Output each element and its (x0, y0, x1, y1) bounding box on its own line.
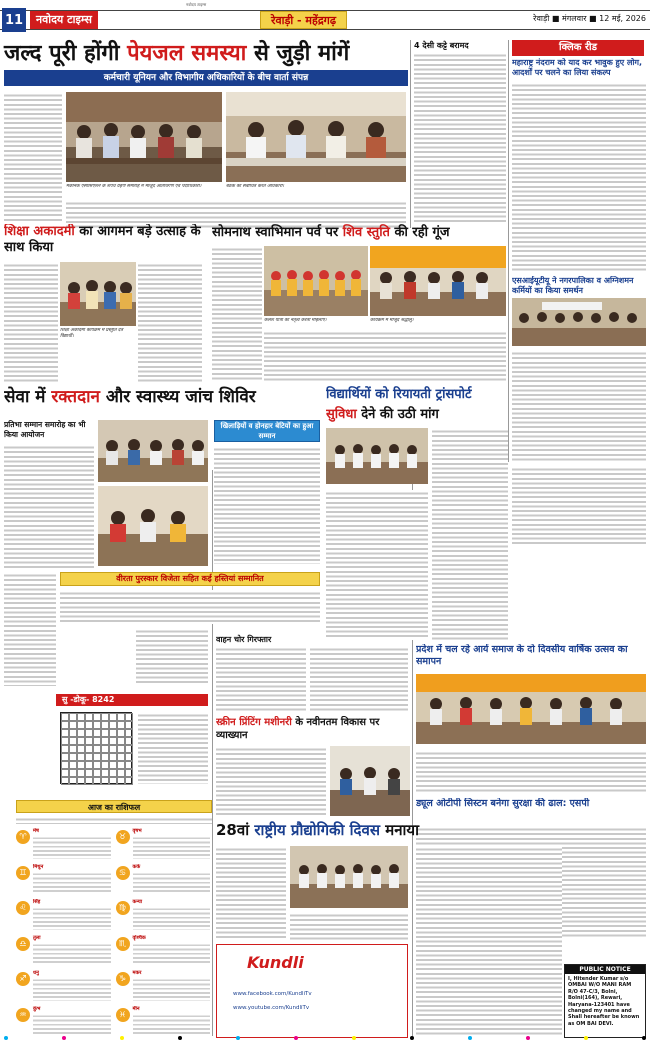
sudoku-cell (117, 745, 125, 753)
sudoku-instructions (138, 712, 208, 784)
sudoku-cell (69, 761, 77, 769)
rashi-item (116, 899, 213, 932)
sudoku-cell (61, 721, 69, 729)
sudoku-cell (93, 729, 101, 737)
column-rule (212, 470, 213, 1036)
rashi-name: वृषभ (132, 828, 142, 834)
sudoku-cell (69, 713, 77, 721)
sudoku-cell (77, 769, 85, 777)
notice-body: I, Hitender Kumar s/o OMBAI W/O MANI RAM R/O 47-C/3, Bolni, Bolni(164), Rewari, Haryana-123401 have changed my name and Shall hereafter be known as OM BAI DEVI. (568, 976, 640, 1027)
kicker-label: क्लिक रीड (512, 40, 644, 56)
masthead-small-text: नवोदय टाइम्स (186, 2, 207, 7)
sudoku-cell (77, 777, 85, 785)
zodiac-icon: ♐ (16, 972, 30, 986)
ad-facebook-link: www.facebook.com/KundliTv (233, 991, 312, 997)
zodiac-icon: ♒ (16, 1008, 30, 1022)
sudoku-cell (69, 745, 77, 753)
sudoku-cell (101, 761, 109, 769)
sudoku-cell (93, 769, 101, 777)
article-text (216, 846, 286, 940)
sudoku-cell (85, 761, 93, 769)
rashifal-title: आज का राशिफल (16, 800, 212, 813)
rashi-text (33, 1013, 111, 1037)
rashifal-intro (16, 816, 212, 824)
registration-marks (0, 1036, 650, 1042)
tech-day-photo (290, 846, 408, 908)
sudoku-cell (109, 753, 117, 761)
sudoku-cell (125, 721, 133, 729)
blood-donation-photo (98, 420, 208, 482)
story-headline: महाराष्ट्र नंदराम को याद कर भावुक हुए लोग, आदर्शों पर चलने का लिया संकल्प (512, 58, 643, 77)
rashi-text (33, 906, 111, 930)
sudoku-cell (101, 721, 109, 729)
photo-caption: कलश यात्रा का नेतृत्व करती महिलाएं। (264, 318, 327, 323)
protest-photo (512, 298, 646, 346)
article-text (290, 912, 408, 940)
story-headline: एसआईयूटीयू ने नगरपालिका व अग्निशमन कर्मियों का किया समर्थन (512, 276, 634, 295)
story-headline: 28वां राष्ट्रीय प्रौद्योगिकी दिवस मनाया (216, 821, 419, 839)
sudoku-cell (117, 769, 125, 777)
article-text (512, 466, 646, 546)
kundli-ad (216, 944, 408, 1038)
sudoku-title: सु -डोकू- 8242 (56, 694, 208, 706)
column-rule (410, 40, 411, 228)
rashi-item (116, 970, 213, 1003)
edition-date: रेवाड़ी ■ मंगलवार ■ 12 मई, 2026 (533, 14, 646, 23)
sudoku-cell (125, 737, 133, 745)
article-text (216, 746, 326, 816)
sudoku-cell (61, 777, 69, 785)
sudoku-cell (101, 753, 109, 761)
rashi-item (116, 864, 213, 897)
rashi-name: कर्क (132, 863, 141, 870)
zodiac-icon: ♈ (16, 830, 30, 844)
article-text (212, 246, 262, 382)
sudoku-cell (109, 777, 117, 785)
zodiac-icon: ♍ (116, 901, 130, 915)
rashi-name: धनु (33, 970, 39, 976)
honour-photo (98, 486, 208, 566)
sudoku-cell (85, 721, 93, 729)
rashi-item (16, 1006, 113, 1039)
story-headline: सेवा में रक्तदान और स्वास्थ्य जांच शिविर (4, 387, 256, 407)
article-text (4, 444, 94, 568)
article-text (214, 446, 320, 564)
article-text (416, 846, 562, 1036)
story-headline: प्रदेश में चल रहे आर्य समाज के दो दिवसीय वार्षिक उत्सव का समापन (416, 644, 628, 667)
sudoku-cell (117, 713, 125, 721)
sudoku-cell (69, 729, 77, 737)
ceremony-photo (416, 674, 646, 744)
sudoku-cell (125, 713, 133, 721)
sudoku-cell (125, 769, 133, 777)
sudoku-cell (109, 713, 117, 721)
sudoku-cell (69, 753, 77, 761)
story-headline: शिक्षा अकादमी का आगमन बड़े उत्साह के साथ किया (4, 224, 201, 255)
rashi-name: मीन (132, 1005, 140, 1012)
rashi-name: कन्या (132, 899, 143, 905)
sudoku-cell (77, 713, 85, 721)
rashi-text (133, 977, 211, 1001)
sudoku-cell (101, 737, 109, 745)
story-headline: वाहन चोर गिरफ्तार (216, 635, 272, 644)
article-text (136, 628, 208, 686)
rashi-text (33, 871, 111, 895)
sudoku-cell (61, 737, 69, 745)
sudoku-cell (69, 777, 77, 785)
rashi-name: मेष (33, 828, 39, 834)
article-text (416, 750, 646, 794)
sudoku-cell (77, 737, 85, 745)
story-subhead: प्रतिभा सम्मान समारोह का भी किया आयोजन (4, 420, 86, 439)
ad-logo: Kundli (247, 953, 304, 972)
story-headline: सुविधा देने की उठी मांग (326, 407, 439, 422)
sudoku-cell (109, 761, 117, 769)
zodiac-icon: ♎ (16, 937, 30, 951)
sudoku-cell (125, 753, 133, 761)
paper-name: नवोदय टाइम्स (30, 11, 98, 29)
procession-photo (264, 246, 368, 316)
story-headline: सोमनाथ स्वाभिमान पर्व पर शिव स्तुति की रही गूंज (212, 225, 450, 240)
story-headline: ड्यूल ओटीपी सिस्टम बनेगा सुरक्षा की ढाल: एसपी (416, 798, 590, 809)
sudoku-cell (101, 713, 109, 721)
rashi-name: सिंह (33, 899, 41, 905)
zodiac-icon: ♓ (116, 1008, 130, 1022)
banner-headline: वीरता पुरस्कार विजेता सहित कई हस्तियां सम्मानित (60, 572, 320, 586)
notice-heading: PUBLIC NOTICE (565, 965, 645, 974)
sudoku-cell (85, 737, 93, 745)
lecture-photo (330, 746, 410, 816)
masthead (0, 0, 650, 40)
sudoku-cell (61, 729, 69, 737)
rashi-text (133, 871, 211, 895)
sudoku-cell (125, 777, 133, 785)
article-text (264, 330, 506, 382)
story-headline: 4 देसी कट्टे बरामद (414, 41, 469, 50)
rashi-item (116, 1006, 213, 1039)
sudoku-cell (109, 737, 117, 745)
sudoku-cell (117, 729, 125, 737)
sudoku-cell (117, 761, 125, 769)
public-notice (564, 964, 646, 1038)
sudoku-cell (93, 737, 101, 745)
sudoku-cell (85, 745, 93, 753)
rashi-text (33, 977, 111, 1001)
photo-caption: शिक्षा अकादमी कार्यक्रम में प्रस्तुति देते विद्यार्थी। (60, 328, 123, 339)
sudoku-cell (93, 713, 101, 721)
sudoku-cell (117, 721, 125, 729)
sudoku-cell (77, 721, 85, 729)
sudoku-cell (109, 745, 117, 753)
sudoku-cell (109, 769, 117, 777)
sudoku-cell (77, 729, 85, 737)
sudoku-cell (69, 769, 77, 777)
sudoku-cell (93, 745, 101, 753)
zodiac-icon: ♊ (16, 866, 30, 880)
rashi-item (116, 935, 213, 968)
sudoku-cell (117, 777, 125, 785)
rashi-name: तुला (33, 934, 41, 941)
sudoku-cell (69, 737, 77, 745)
rashi-text (33, 835, 111, 859)
rashi-item (16, 970, 113, 1003)
sudoku-cell (109, 721, 117, 729)
sudoku-cell (117, 753, 125, 761)
sudoku-cell (125, 745, 133, 753)
zodiac-icon: ♋ (116, 866, 130, 880)
rashi-item (16, 935, 113, 968)
zodiac-icon: ♑ (116, 972, 130, 986)
boxed-headline: खिलाड़ियों व होनहार बेटियों का हुआ सम्मान (214, 420, 320, 442)
edition-city: रेवाड़ी - महेंद्रगढ़ (260, 11, 347, 29)
rashi-text (133, 1013, 211, 1037)
photo-caption: कार्यक्रम में मौजूद श्रद्धालु। (370, 318, 414, 323)
sudoku-cell (125, 729, 133, 737)
sudoku-cell (85, 713, 93, 721)
sudoku-cell (85, 753, 93, 761)
sudoku-cell (77, 753, 85, 761)
rashi-text (133, 906, 211, 930)
sudoku-cell (69, 721, 77, 729)
article-text (4, 572, 56, 686)
rashi-text (33, 942, 111, 966)
sudoku-cell (93, 721, 101, 729)
sudoku-cell (93, 777, 101, 785)
article-text (310, 646, 408, 712)
sudoku-cell (61, 753, 69, 761)
sudoku-grid (60, 712, 132, 784)
sudoku-cell (85, 729, 93, 737)
sudoku-cell (101, 745, 109, 753)
article-text (432, 428, 508, 640)
rashi-item (16, 864, 113, 897)
article-text (414, 52, 506, 222)
rashi-item (16, 899, 113, 932)
rashi-text (133, 942, 211, 966)
students-photo (326, 428, 428, 484)
sudoku-cell (101, 729, 109, 737)
rashi-item (116, 828, 213, 861)
rashi-name: कुंभ (33, 1005, 41, 1012)
article-text (60, 590, 320, 624)
rashi-item (16, 828, 113, 861)
zodiac-icon: ♏ (116, 937, 130, 951)
article-text (4, 262, 58, 382)
rashi-name: मिथुन (33, 863, 44, 870)
zodiac-icon: ♌ (16, 901, 30, 915)
article-text (4, 92, 62, 222)
sudoku-cell (93, 761, 101, 769)
rashifal-grid (16, 828, 212, 1038)
article-text (216, 646, 306, 712)
story-headline: स्क्रीन प्रिंटिंग मशीनरी के नवीनतम विकास पर व्याख्यान (216, 717, 380, 741)
sudoku-cell (101, 777, 109, 785)
sudoku-cell (125, 761, 133, 769)
sudoku-cell (117, 737, 125, 745)
article-text (138, 262, 202, 382)
meeting-photo (66, 92, 222, 182)
page-number: 11 (2, 8, 26, 32)
sudoku-cell (93, 753, 101, 761)
sudoku-cell (85, 769, 93, 777)
students-photo (60, 262, 136, 326)
rashi-name: मकर (132, 970, 142, 976)
sudoku-cell (85, 777, 93, 785)
article-text (512, 82, 646, 272)
sudoku-cell (77, 745, 85, 753)
meeting-photo (226, 92, 406, 182)
devotees-photo (370, 246, 506, 316)
sudoku-cell (61, 769, 69, 777)
sudoku-cell (61, 713, 69, 721)
main-strap: कर्मचारी यूनियन और विभागीय अधिकारियों के बीच वार्ता संपन्न (4, 70, 408, 86)
rashi-name: वृश्चिक (132, 934, 146, 941)
sudoku-cell (61, 745, 69, 753)
photo-caption: बैठक को संबोधित करते अधिकारी। (226, 184, 285, 189)
sudoku-cell (61, 761, 69, 769)
ad-youtube-link: www.youtube.com/KundliTv (233, 1005, 310, 1011)
main-headline: जल्द पूरी होंगी पेयजल समस्या से जुड़ी मांगें (4, 41, 350, 66)
sudoku-cell (109, 729, 117, 737)
photo-caption: मैकेनिक एसोसिएशन के शपथ ग्रहण समारोह में मौजूद अतिथिगण एवं पदाधिकारी। (66, 184, 202, 189)
sudoku-cell (77, 761, 85, 769)
article-text (326, 490, 428, 640)
zodiac-icon: ♉ (116, 830, 130, 844)
rashi-text (133, 835, 211, 859)
sudoku-cell (101, 769, 109, 777)
story-headline: विद्यार्थियों को रियायती ट्रांसपोर्ट (326, 387, 472, 402)
